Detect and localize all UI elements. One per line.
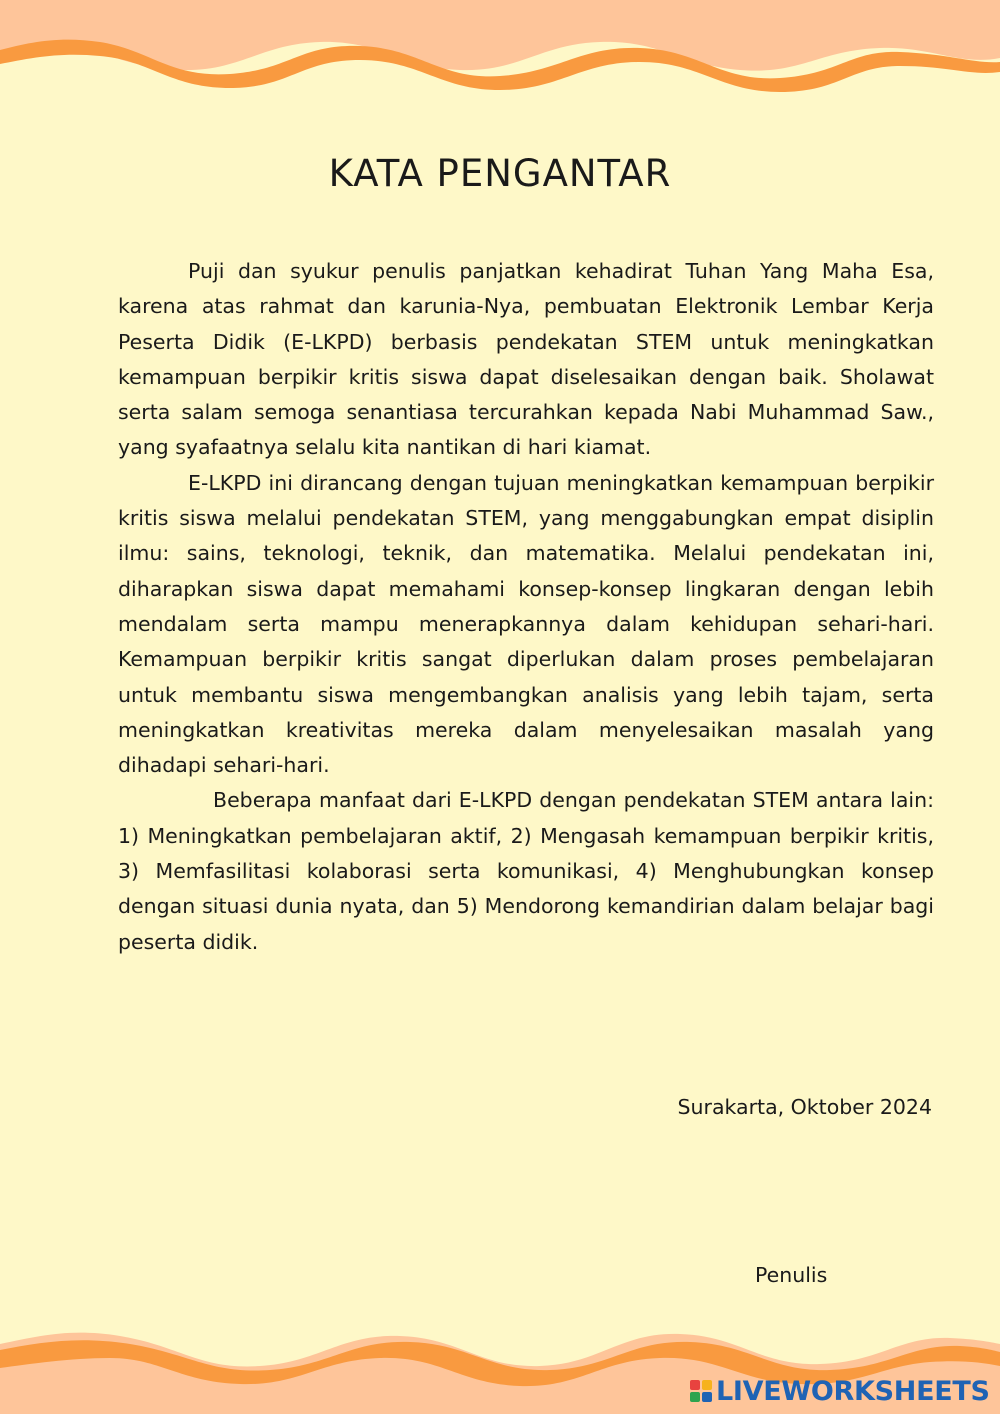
brand-name: LIVEWORKSHEETS [716,1375,990,1407]
liveworksheets-brand [690,1372,996,1410]
body-text [118,254,934,960]
paragraph-2: E-LKPD ini dirancang dengan tujuan meningkatkan kemampuan berpikir kritis siswa melalui pendekatan STEM, yang menggabungkan empat disiplin ilmu: sains, teknologi, teknik, dan matematika. Melalui pendekatan ini, diharapkan siswa dapat memahami konsep-konsep lingkaran dengan lebih mendalam serta mampu menerapkannya dalam kehidupan sehari-hari. Kemampuan berpikir kritis sangat diperlukan dalam proses pembelajaran untuk membantu siswa mengembangkan analisis yang lebih tajam, serta meningkatkan kreativitas mereka dalam menyelesaikan masalah yang dihadapi sehari-hari. [118,470,934,778]
liveworksheets-logo-icon [690,1380,712,1402]
page-title: KATA PENGANTAR [328,152,672,195]
signer-label: Penulis [755,1263,828,1287]
paragraph-3: Beberapa manfaat dari E-LKPD dengan pendekatan STEM antara lain: 1) Meningkatkan pembelajaran aktif, 2) Mengasah kemampuan berpikir kritis, 3) Memfasilitasi kolaborasi serta komunikasi, 4) Menghubungkan konsep dengan situasi dunia nyata, dan 5) Mendorong kemandirian dalam belajar bagi peserta didik. [118,788,934,954]
paragraph-1: Puji dan syukur penulis panjatkan kehadirat Tuhan Yang Maha Esa, karena atas rahmat dan karunia-Nya, pembuatan Elektronik Lembar Kerja Peserta Didik (E-LKPD) berbasis pendekatan STEM untuk meningkatkan kemampuan berpikir kritis siswa dapat diselesaikan dengan baik. Sholawat serta salam semoga senantiasa tercurahkan kepada Nabi Muhammad Saw., yang syafaatnya selalu kita nantikan di hari kiamat. [118,259,934,460]
top-wave-decoration [0,0,1000,110]
place-date: Surakarta, Oktober 2024 [677,1095,932,1119]
